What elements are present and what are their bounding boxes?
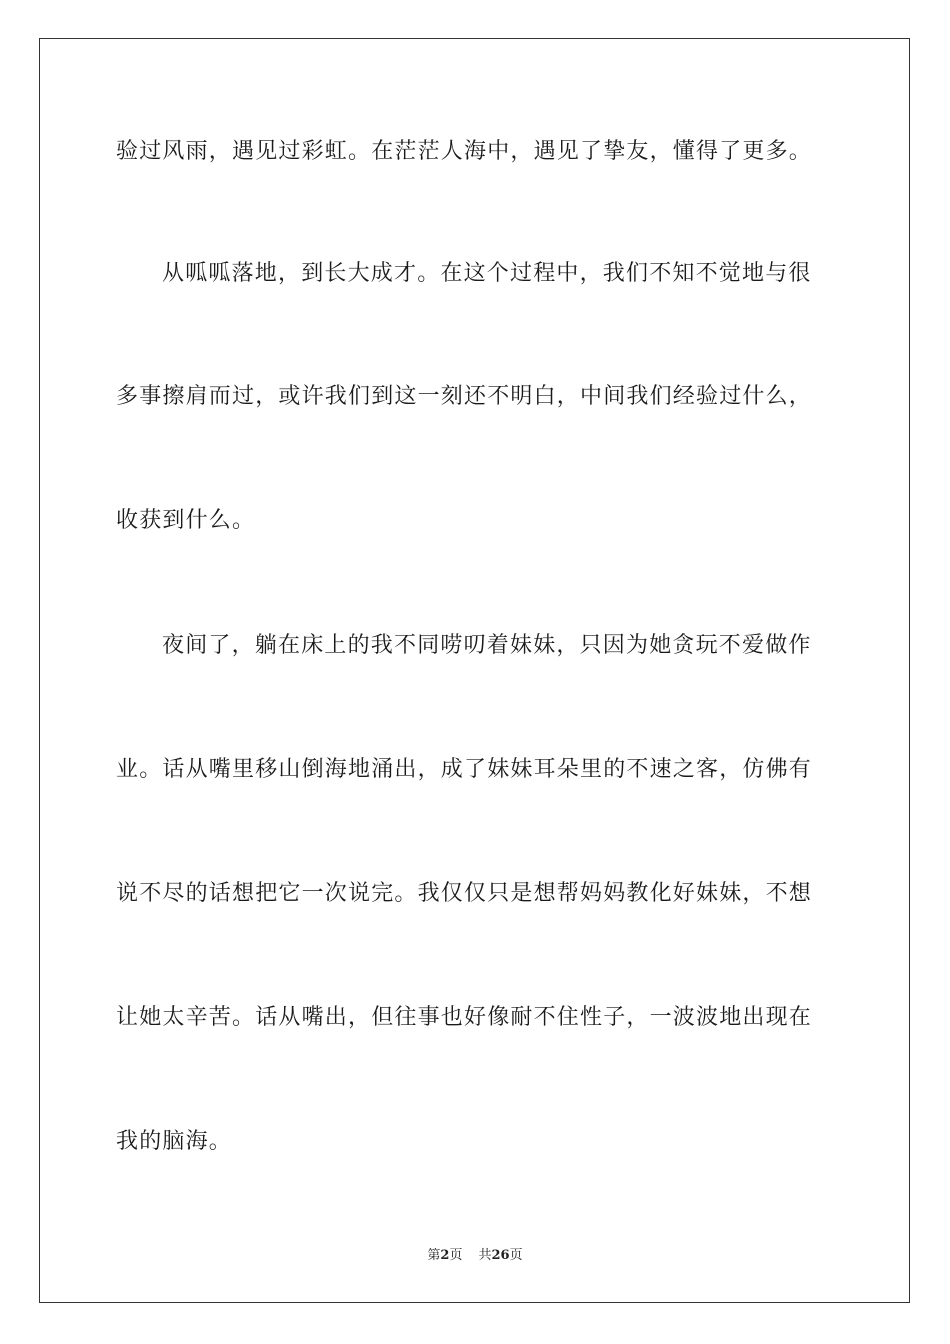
text-line-8: 让她太辛苦。话从嘴出，但往事也好像耐不住性子，一波波地出现在	[116, 1005, 813, 1030]
text-line-9: 我的脑海。	[116, 1129, 233, 1154]
text-line-2: 从呱呱落地，到长大成才。在这个过程中，我们不知不觉地与很	[162, 261, 812, 286]
page-border	[39, 38, 910, 1303]
total-suffix: 页	[509, 1248, 523, 1263]
total-prefix: 共	[478, 1248, 492, 1263]
page-prefix: 第	[427, 1248, 441, 1263]
text-line-5: 夜间了，躺在床上的我不同唠叨着妹妹，只因为她贪玩不爱做作	[162, 633, 812, 658]
page-footer	[0, 1247, 950, 1265]
page-number: 2	[440, 1248, 450, 1263]
total-pages: 26	[491, 1248, 510, 1263]
text-line-4: 收获到什么。	[116, 508, 256, 533]
page-suffix: 页	[449, 1248, 463, 1263]
text-line-6: 业。话从嘴里移山倒海地涌出，成了妹妹耳朵里的不速之客，仿佛有	[116, 757, 813, 782]
text-line-7: 说不尽的话想把它一次说完。我仅仅只是想帮妈妈教化好妹妹，不想	[116, 881, 813, 906]
text-line-1: 验过风雨，遇见过彩虹。在茫茫人海中，遇见了挚友，懂得了更多。	[116, 139, 813, 164]
text-line-3: 多事擦肩而过，或许我们到这一刻还不明白，中间我们经验过什么，	[116, 384, 813, 409]
